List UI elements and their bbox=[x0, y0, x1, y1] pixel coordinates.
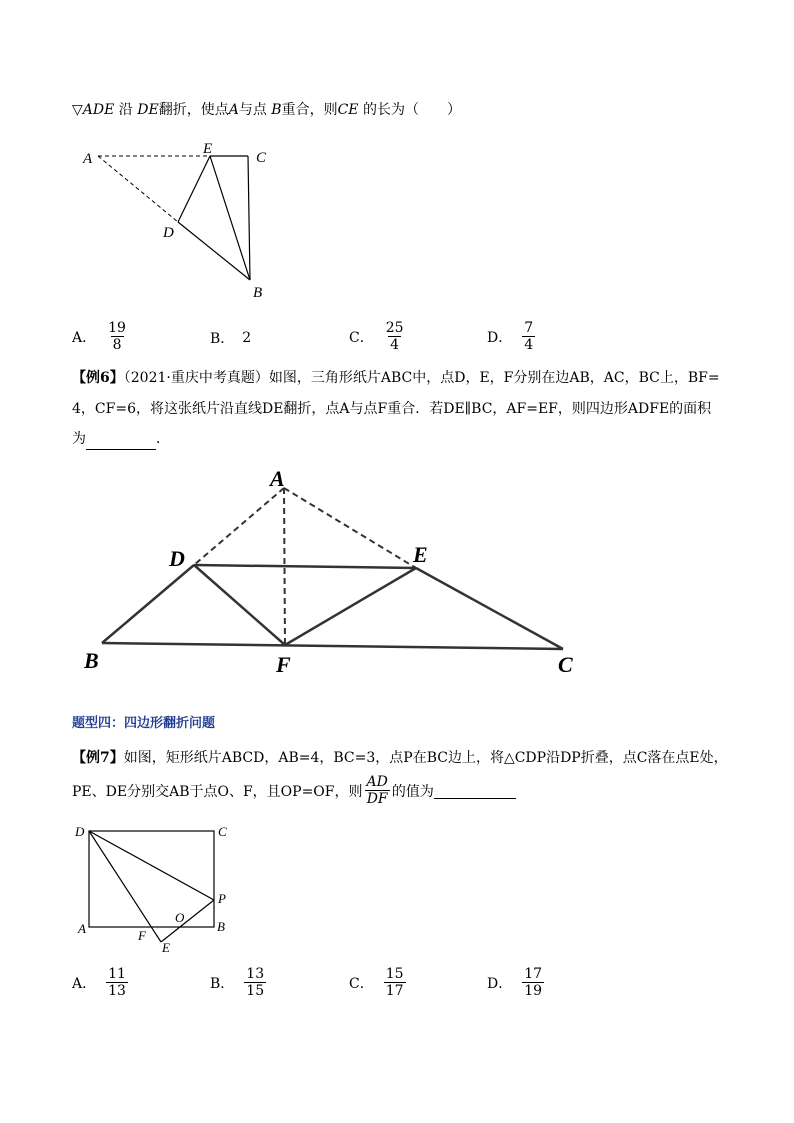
option-a[interactable] bbox=[72, 320, 130, 353]
question-text bbox=[72, 100, 461, 120]
option-label: B． bbox=[210, 975, 235, 992]
segment-de: DE bbox=[137, 102, 159, 118]
option-b[interactable] bbox=[210, 966, 268, 999]
denominator: 8 bbox=[112, 337, 122, 353]
option-label: B． bbox=[210, 331, 235, 347]
text-fragment: 翻折，使点 bbox=[158, 102, 229, 118]
option-label: A． bbox=[72, 329, 97, 346]
label-b: B bbox=[84, 648, 99, 673]
answer-blank[interactable] bbox=[434, 782, 516, 799]
option-label: C． bbox=[349, 329, 374, 346]
label-a: A bbox=[78, 921, 86, 936]
option-label: C． bbox=[349, 975, 374, 992]
option-c[interactable] bbox=[349, 966, 408, 999]
fraction bbox=[384, 320, 406, 353]
example7-line1 bbox=[72, 748, 728, 768]
denominator: 15 bbox=[246, 983, 265, 999]
example-text: PE、DE分别交AB于点O、F，且OP=OF，则 bbox=[72, 783, 363, 800]
segment-ep bbox=[161, 900, 214, 942]
fraction bbox=[522, 320, 535, 353]
label-e: E bbox=[413, 542, 428, 567]
option-c[interactable] bbox=[349, 320, 408, 353]
option-label: D． bbox=[487, 329, 513, 346]
example-tag: 【例6】 bbox=[72, 370, 124, 386]
example-text: 如图，矩形纸片ABCD，AB=4，BC=3，点P在BC边上，将△CDP沿DP折叠，点C落在点E处， bbox=[123, 750, 728, 766]
fraction-ad-df bbox=[365, 774, 390, 807]
fraction bbox=[244, 966, 266, 999]
label-e: E bbox=[162, 940, 170, 955]
rectangle-abcd bbox=[89, 831, 214, 927]
denominator: 13 bbox=[108, 983, 126, 999]
dashed-ad bbox=[194, 488, 284, 565]
label-f: F bbox=[138, 928, 146, 943]
numerator: 25 bbox=[385, 320, 404, 336]
numerator: AD bbox=[366, 774, 388, 790]
segment-db bbox=[178, 222, 250, 280]
segment-db bbox=[102, 565, 194, 643]
numerator: 7 bbox=[524, 320, 534, 336]
label-b: B bbox=[253, 285, 263, 301]
segment-de bbox=[194, 565, 416, 568]
segment-ce: CE bbox=[337, 102, 359, 118]
fraction bbox=[522, 966, 544, 999]
figure-triangle-fold bbox=[70, 135, 290, 305]
numerator: 13 bbox=[246, 966, 265, 982]
text-fragment: 的长为（ ） bbox=[362, 102, 461, 118]
option-value: 2 bbox=[242, 330, 252, 346]
label-e: E bbox=[203, 141, 213, 157]
numerator: 15 bbox=[385, 966, 404, 982]
numerator: 11 bbox=[108, 966, 126, 982]
example-text: 4，CF=6，将这张纸片沿直线DE翻折，点A与点F重合．若DE∥BC，AF=EF，则四边形ADFE的面积 bbox=[72, 401, 712, 417]
fraction bbox=[106, 966, 128, 999]
label-c: C bbox=[558, 652, 573, 677]
section-title: 题型四：四边形翻折问题 bbox=[72, 716, 216, 731]
denominator: 4 bbox=[390, 337, 400, 353]
label-o: O bbox=[175, 910, 185, 925]
example-text: 为 bbox=[72, 431, 86, 447]
segment-dp bbox=[89, 831, 214, 900]
label-d: D bbox=[163, 225, 174, 241]
segment-bc bbox=[102, 643, 563, 649]
option-a[interactable] bbox=[72, 966, 130, 999]
text-fragment: 与点 bbox=[238, 102, 267, 118]
segment-de bbox=[89, 831, 161, 942]
label-d: D bbox=[75, 824, 85, 839]
label-p: P bbox=[218, 891, 226, 906]
triangle-name: ADE bbox=[82, 102, 115, 118]
example-tag: 【例7】 bbox=[72, 750, 124, 766]
example6-line2 bbox=[72, 399, 711, 419]
numerator: 19 bbox=[108, 320, 126, 336]
segment-eb bbox=[210, 156, 250, 280]
text-fragment: 沿 bbox=[118, 102, 133, 118]
label-c: C bbox=[218, 824, 227, 839]
point-a: A bbox=[228, 102, 239, 118]
label-b: B bbox=[217, 919, 225, 934]
fraction bbox=[384, 966, 406, 999]
fraction bbox=[106, 320, 128, 353]
example6-line3 bbox=[72, 429, 170, 450]
figure-example6 bbox=[78, 462, 598, 684]
dashed-ad bbox=[98, 156, 178, 222]
denominator: 4 bbox=[524, 337, 534, 353]
figure-example7 bbox=[70, 820, 250, 960]
point-b: B bbox=[271, 102, 282, 118]
segment-df bbox=[194, 565, 285, 645]
example-text: ． bbox=[156, 431, 170, 447]
denominator: 17 bbox=[385, 983, 404, 999]
option-d[interactable] bbox=[487, 320, 537, 353]
example7-line2 bbox=[72, 774, 516, 807]
label-f: F bbox=[276, 652, 291, 677]
option-label: D． bbox=[487, 975, 513, 992]
answer-blank[interactable] bbox=[86, 429, 156, 450]
option-d[interactable] bbox=[487, 966, 546, 999]
option-b[interactable] bbox=[210, 328, 251, 348]
segment-ef bbox=[285, 568, 416, 645]
option-label: A． bbox=[72, 975, 97, 992]
example-text: 如图，三角形纸片ABC中，点D，E，F分别在边AB，AC，BC上，BF= bbox=[268, 370, 720, 386]
denominator: 19 bbox=[524, 983, 543, 999]
segment-ec bbox=[416, 568, 563, 649]
segment-ed bbox=[178, 156, 210, 222]
example-text: 的值为 bbox=[391, 783, 434, 800]
dashed-ae bbox=[284, 488, 416, 568]
label-a: A bbox=[83, 151, 93, 167]
label-c: C bbox=[256, 150, 267, 166]
numerator: 17 bbox=[524, 966, 543, 982]
text-fragment: 重合，则 bbox=[281, 102, 338, 118]
label-d: D bbox=[169, 546, 185, 571]
denominator: DF bbox=[366, 791, 388, 807]
example6-line1 bbox=[72, 368, 720, 388]
example-source: （2021·重庆中考真题） bbox=[123, 370, 269, 386]
segment-cb bbox=[248, 156, 250, 280]
label-a: A bbox=[270, 466, 285, 491]
triangle-symbol: ▽ bbox=[72, 102, 83, 118]
